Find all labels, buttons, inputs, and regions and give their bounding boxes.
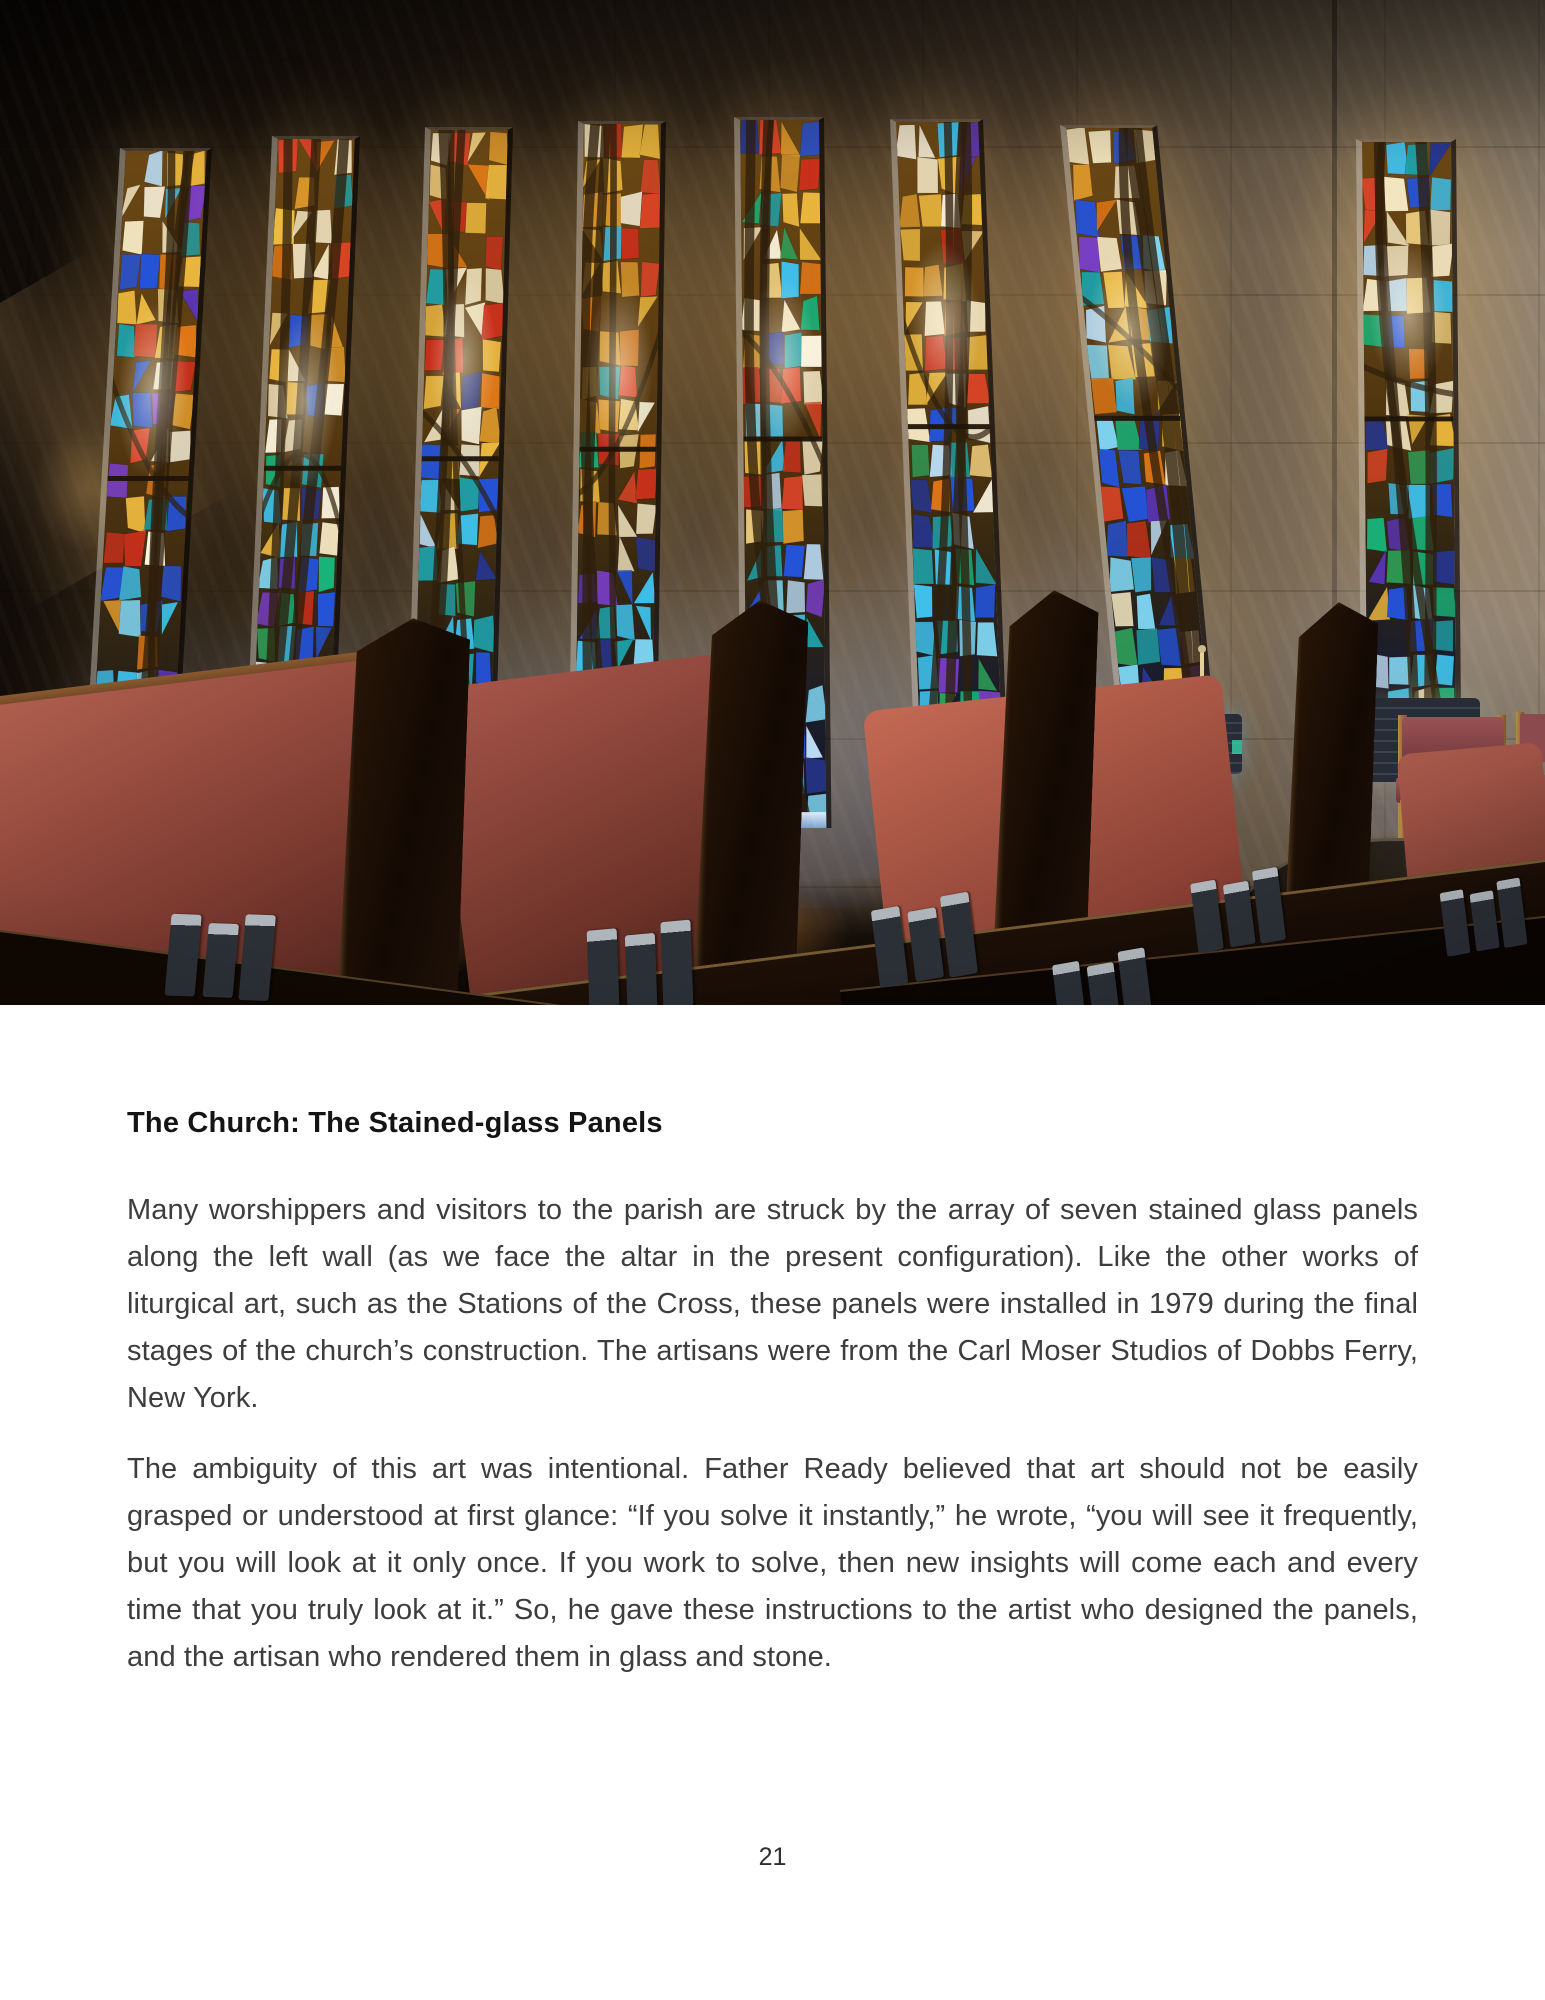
pole-top-knob	[1198, 645, 1206, 653]
hymnal-book	[1052, 961, 1088, 1005]
hymnal-stack	[1439, 877, 1539, 959]
hymnal-book	[238, 914, 276, 1001]
hymnal-book	[1252, 867, 1286, 944]
paragraph-2: The ambiguity of this art was intentional. Father Ready believed that art should not be easily grasped or understood at first glance: “If you solve it instantly,” he wrote, “you will see it frequently, but you will look at it only once. If you work to solve, then new insights will come each and every time that you truly look at it.” So, he gave these instructions to the artist who designed the panels, and the artisan who rendered them in glass and stone.	[127, 1453, 1418, 1673]
hymnal-book	[625, 933, 658, 1005]
hymnal-book	[203, 923, 239, 998]
pew-end-panel	[337, 616, 471, 1005]
hymnal-book	[907, 907, 944, 982]
page-number: 21	[758, 1843, 787, 1871]
hymnal-book	[660, 920, 693, 1005]
glass-light-chip	[1232, 740, 1242, 754]
section-heading: The Church: The Stained-glass Panels	[127, 1107, 663, 1139]
page-content	[127, 1103, 1418, 1705]
hymnal-book	[1117, 947, 1153, 1005]
hymnal-book	[1223, 881, 1256, 948]
hymnal-book	[1496, 878, 1527, 949]
hymnal-book	[587, 928, 620, 1005]
hymnal-stack	[870, 891, 992, 991]
hymnal-book	[1470, 890, 1500, 951]
hymnal-stack	[1189, 866, 1298, 956]
hymnal-book	[940, 892, 978, 978]
hymnal-book	[1087, 962, 1122, 1005]
hymnal-stack	[586, 920, 707, 1005]
hymnal-book	[164, 914, 201, 997]
paragraph-1: Many worshippers and visitors to the parish are struck by the array of seven stained glass panels along the left wall (as we face the altar in the present configuration). Like the other works of liturgical art, such as the Stations of the Cross, these panels were installed in 1979 during the final stages of the church’s construction. The artisans were from the Carl Moser Studios of Dobbs Ferry, New York.	[127, 1194, 1418, 1414]
hymnal-stack	[164, 907, 290, 1005]
